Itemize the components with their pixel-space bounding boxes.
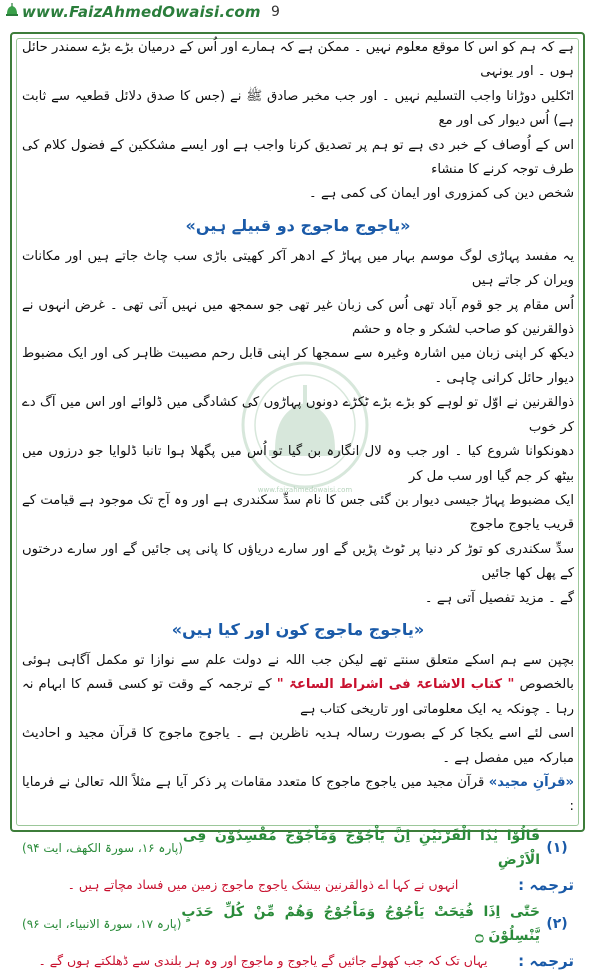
body-line: اسی لئے اسے یکجا کر کے بصورت رسالہ ہدیہ ناظرین ہے ۔ یاجوج ماجوج کا قرآن مجید و احادیث مبارکہ میں مفصل ہے ۔: [22, 726, 574, 766]
body-line: یہ مفسد پہاڑی لوگ موسم بہار میں پہاڑ کے ادھر آکر کھیتی باڑی سب چاٹ جاتے ہیں اور مکانات ویران کر جاتے ہیں: [22, 248, 574, 289]
section-heading-who-what: «یاجوج ماجوج کون اور کیا ہیں»: [171, 619, 425, 639]
intro-line: اٹکلیں دوڑانا واجب التسلیم نہیں ۔ اور جب مخبر صادق ﷺ نے (جس کا صدق دلائل قطعیہ سے ثابت ہے) اُس دیوار کی اور مع: [22, 88, 574, 129]
quran-majeed-label: «قرآنِ مجید»: [488, 774, 574, 790]
body-line: ایک مضبوط پہاڑ جیسی دیوار بن گئی جس کا نام سدِّ سکندری ہے اور وہ آج تک موجود ہے قیامت کے قریب یاجوج ماجوج: [22, 492, 574, 533]
watermark-text: www.faizahmedowaisi.com: [257, 486, 353, 494]
section2-paragraph: [22, 649, 574, 820]
body-line: [22, 649, 574, 722]
body-text: کے ترجمہ کے وقت تو کسی قسم کا ابہام نہ رہا ۔ چونکہ یہ ایک معلوماتی اور تاریخی کتاب ہے: [22, 677, 574, 717]
verse-arabic: قَالُوْا یٰذَا الْقَرْنَیْنِ اِنَّ یَاْجُوْجَ وَمَاْجُوْجَ مُفْسِدُوْنَ فِی الْاَرْضِ: [182, 827, 540, 868]
body-line: گے ۔ مزید تفصیل آتی ہے ۔: [424, 590, 574, 606]
verse-row: [22, 900, 574, 948]
verse-number: (۲): [546, 915, 568, 932]
book-title: " کتاب الاشاعۃ فی اشراط الساعۃ ": [276, 677, 515, 693]
page-header: [0, 0, 595, 30]
intro-paragraph: [22, 36, 574, 207]
verse-arabic: حَتّٰی اِذَا فُتِحَتْ یَاْجُوْجُ وَمَاْجُوْجُ وَهُمْ مِّنْ كُلِّ حَدَبٍ یَّنْسِلُوْنَ ۝: [181, 903, 540, 944]
translation-text: یہاں تک کہ جب کھولے جائیں گے یاجوج و ماجوج اور وہ ہر بلندی سے ڈھلکتے ہوں گے ۔: [38, 953, 488, 969]
body-line: سدِّ سکندری کو توڑ کر دنیا پر ٹوٹ پڑیں گے اور سارے دریاؤں کا پانی پی جائیں گے اور سارے درختوں کے پھل کھا جائیں: [22, 541, 574, 582]
site-url[interactable]: www.FaizAhmedOwaisi.com: [22, 3, 261, 21]
main-content: [22, 36, 574, 976]
intro-line: شخص دین کی کمزوری اور ایمان کی کمی ہے ۔: [309, 186, 574, 202]
translation-row: [22, 952, 574, 970]
intro-line: اس کے اُوصاف کے خبر دی ہے تو ہم پر تصدیق کرنا واجب ہے اور ایسے مشککین کے فضول کلام کی طرف توجہ کرنے کا منشاء: [22, 137, 574, 178]
body-line: اُس مقام پر جو قوم آباد تھی اُس کی زبان غیر تھی جو سمجھ میں نہیں آتی تھی ۔ غرض انہوں نے ذوالقرنین کو صاحب لشکر و جاہ و حشم: [22, 297, 574, 338]
body-text: بچپن سے ہم اسکے متعلق سنتے تھے لیکن جب اللہ نے دولت علم سے نوازا تو مکمل آگاہی ہوئی بالخصوص: [22, 652, 574, 693]
verse-row: [22, 824, 574, 872]
page-number: 9: [271, 4, 280, 20]
translation-label: ترجمہ :: [518, 875, 574, 894]
translation-label: ترجمہ :: [518, 951, 574, 970]
body-text: قرآن مجید میں یاجوج ماجوج کا متعدد مقامات پر ذکر آیا ہے مثلاً اللہ تعالیٰ نے فرمایا :: [22, 774, 574, 815]
verse-block-1: [22, 824, 574, 894]
verse-reference: (پارہ ۱۶، سورۃ الکھف، ایت ۹۴): [22, 840, 183, 855]
dome-logo-icon: [4, 2, 20, 18]
body-line: ذوالقرنین نے اوّل تو لوہے کو بڑے بڑے ٹکڑے دونوں پہاڑوں کی کشادگی میں ڈلوائے اور اس میں آگ دے کر خوب: [22, 395, 574, 435]
translation-row: [22, 876, 574, 894]
section-heading-two-tribes: «یاجوج ماجوج دو قبیلے ہیں»: [185, 215, 411, 235]
section1-paragraph: [22, 245, 574, 611]
verse-reference: (پارہ ۱۷، سورۃ الانبیاء، ایت ۹۶): [22, 916, 182, 931]
verse-number: (۱): [546, 839, 568, 856]
body-line: [22, 771, 574, 820]
translation-text: انہوں نے کہا اے ذوالقرنین بیشک یاجوج ماجوج زمین میں فساد مچاتے ہیں ۔: [67, 877, 459, 893]
body-line: دیکھ کر اپنی زبان میں اشارہ وغیرہ سے سمجھا کر اپنی قابل رحم مصیبت ظاہر کی اور ایک مضبوط دیوار حائل کرانی چاہی ۔: [22, 346, 574, 386]
intro-line: ہے کہ ہم کو اس کا موقع معلوم نہیں ۔ ممکن ہے کہ ہمارے اور اُس کے درمیان بڑے بڑے سمندر حائل ہوں ۔ اور یونہی: [22, 40, 574, 80]
verse-block-2: [22, 900, 574, 970]
body-line: دھونکوانا شروع کیا ۔ اور جب وہ لال انگارہ بن گیا تو اُس میں پگھلا ہوا تانبا ڈلوایا جو درزوں میں بیٹھ کر جم گیا اور سب مل کر: [22, 444, 574, 484]
